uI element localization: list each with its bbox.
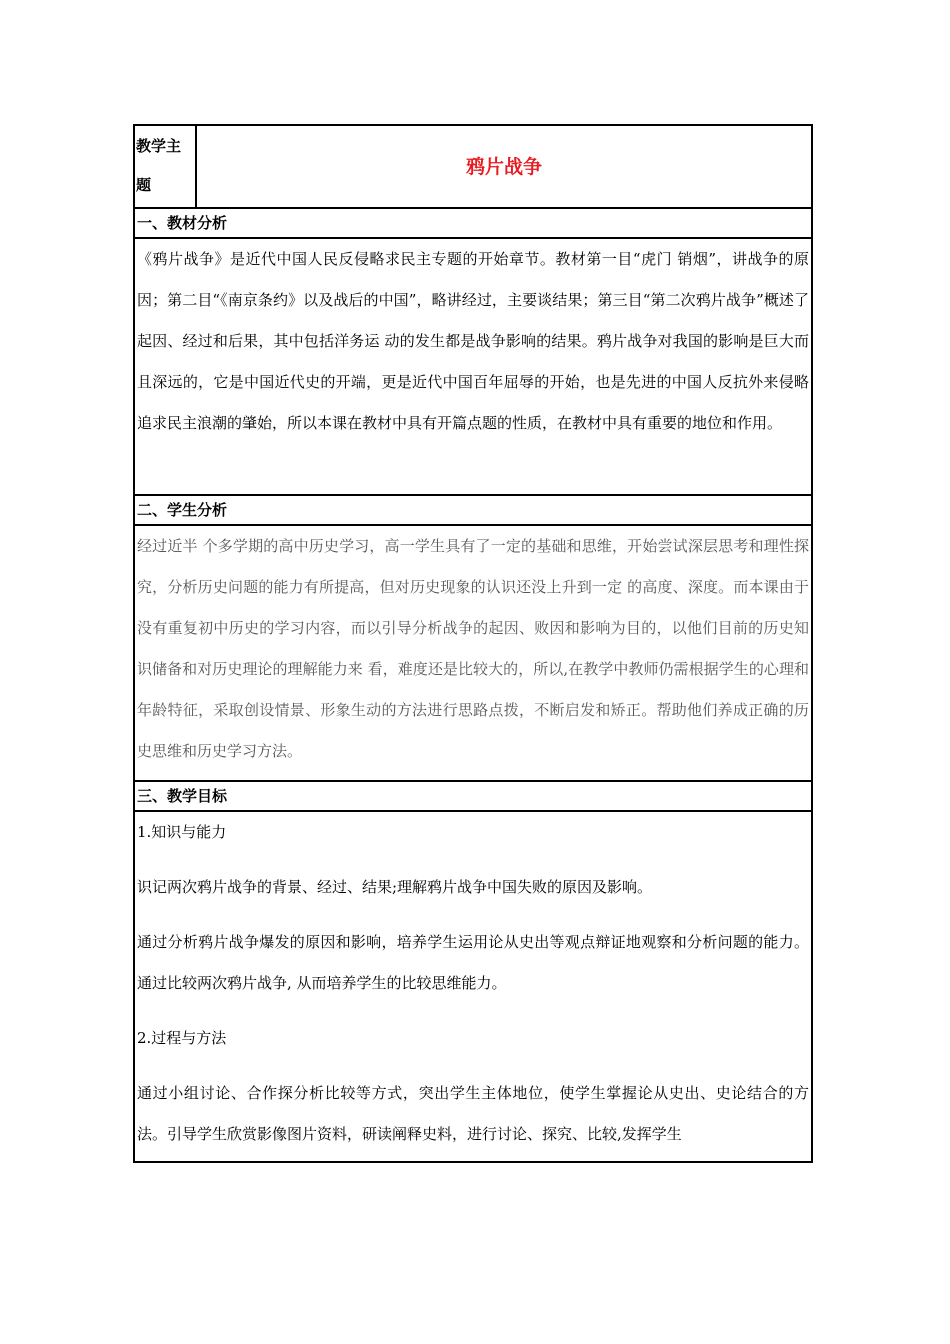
- section-body-textbook: [135, 239, 811, 496]
- textbook-analysis-text: 《鸦片战争》是近代中国人民反侵略求民主专题的开始章节。教材第一目“虎门 销烟”，讲战争的原因；第二目“《南京条约》以及战后的中国”，略讲经过，主要谈结果；第三目“第二次鸦片战争”概述了起因、经过和后果，其中包括洋务运 动的发生都是战争影响的结果。鸦片战争对我国的影响是巨大而且深远的，它是中国近代史的开端，更是近代中国百年屈辱的开始，也是先进的中国人反抗外来侵略 追求民主浪潮的肇始，所以本课在教材中具有开篇点题的性质，在教材中具有重要的地位和作用。: [137, 250, 809, 432]
- section-heading-textbook: 一、教材分析: [135, 209, 811, 239]
- lesson-plan-table: [133, 124, 813, 1163]
- goal-knowledge-title: 1.知识与能力: [137, 823, 227, 841]
- student-analysis-text: 经过近半 个多学期的高中历史学习，高一学生具有了一定的基础和思维，开始尝试深层思考和理性探究，分析历史问题的能力有所提高，但对历史现象的认识还没上升到一定 的高度、深度。而本课由于没有重复初中历史的学习内容，而以引导分析战争的起因、败因和影响为目的，以他们目前的历史知识储备和对历史理论的理解能力来 看，难度还是比较大的，所以,在教学中教师仍需根据学生的心理和年龄特征，采取创设情景、形象生动的方法进行思路点拨，不断启发和矫正。帮助他们养成正确的历史思维和历史学习方法。: [137, 537, 809, 760]
- section-body-goals: [135, 812, 811, 1155]
- section-heading-goals: 三、教学目标: [135, 782, 811, 812]
- topic-title: 鸦片战争: [465, 155, 542, 178]
- section-heading-students: 二、学生分析: [135, 496, 811, 526]
- topic-row: [135, 126, 811, 209]
- goal-knowledge-p2: 通过分析鸦片战争爆发的原因和影响，培养学生运用论从史出等观点辩证地观察和分析问题的能力。通过比较两次鸦片战争, 从而培养学生的比较思维能力。: [137, 933, 809, 992]
- goal-method-p1: 通过小组讨论、合作探分析比较等方式，突出学生主体地位，使学生掌握论从史出、史论结合的方法。引导学生欣赏影像图片资料，研读阐释史料，进行讨论、探究、比较,发挥学生: [137, 1084, 809, 1143]
- goal-method-title: 2.过程与方法: [137, 1029, 227, 1047]
- topic-label: 教学主题: [135, 126, 197, 207]
- goal-knowledge-p1: 识记两次鸦片战争的背景、经过、结果;理解鸦片战争中国失败的原因及影响。: [137, 878, 653, 896]
- section-body-students: [135, 526, 811, 782]
